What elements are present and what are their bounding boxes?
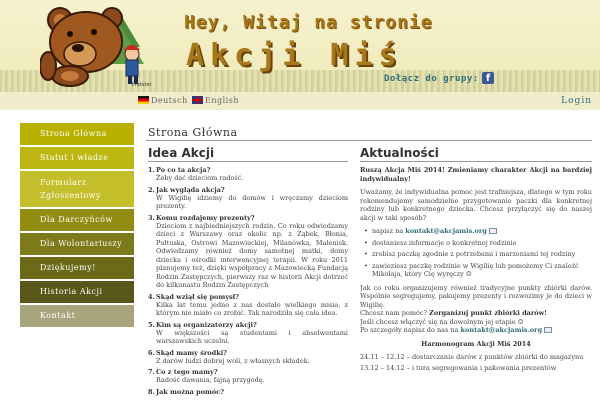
schedule-item: 24.11 – 12.12 – dostarczanie darów z punktów zbiórki do magazynu — [360, 353, 584, 361]
idea-heading: Idea Akcji — [148, 146, 215, 160]
sidebar-item-history[interactable]: Historia Akcji — [20, 281, 134, 303]
page-title: Strona Główna — [148, 126, 238, 139]
teddy-bear-logo[interactable] — [40, 2, 160, 88]
faq-answer: Kilka lat temu jedno z nas dostało wielkiego misia, z którym nie miało co zrobić. Tak narodziła się cała idea. — [156, 300, 348, 317]
uk-flag-icon — [192, 96, 203, 104]
sidebar-item-thanks[interactable]: Dziękujemy! — [20, 257, 134, 279]
language-english-label: English — [205, 96, 239, 105]
sidebar-item-contact[interactable]: Kontakt — [20, 305, 134, 327]
faq-item — [148, 388, 348, 396]
faq-item — [148, 186, 348, 211]
language-german-link[interactable] — [138, 96, 188, 105]
facebook-icon[interactable]: f — [482, 72, 494, 84]
site-header — [0, 0, 600, 92]
faq-answer: Dzieciom z najbiedniejszych rodzin. Co roku odwiedzamy dzieci z Warszawy oraz okolic np. z Ząbek, Błonia, Pułtuska, Ostrowi Mazowieckiej, Milanówka, Malenisk. Odwiedzamy również domy samotnej matki, domy dziecka i ośrodki interwencyjnej terapii. W roku 2011 planujemy też, dzięki współpracy z Mazowiecką Fundacją Rodzin Zastępczych, pierwszy raz w historii Akcji dotrzeć do kilkunastu Rodzin Zastępczych — [156, 221, 348, 289]
faq-number: 5. — [148, 320, 155, 329]
news-highlight: Zorganizuj punkt zbiórki darów! — [429, 309, 548, 317]
headline-greeting: Hey, Witaj na stronie — [184, 12, 433, 33]
faq-number: 7. — [148, 368, 155, 376]
faq-question: Po co ta akcja? — [156, 166, 211, 174]
faq-answer: Z darów ludzi dobrej woli, z własnych składek. — [156, 356, 310, 365]
faq-answer: Radość dawania, fajną przygodę. — [156, 376, 265, 384]
faq-answer: W większości są studentami i absolwentami warszawskich uczelni. — [156, 328, 348, 345]
faq-question: Co z tego mamy? — [156, 368, 218, 376]
faq-item — [148, 293, 348, 318]
mail-icon — [544, 327, 552, 333]
faq-question: Jak można pomóc? — [156, 387, 225, 396]
list-item-text: napisz na — [372, 227, 406, 235]
sidebar-item-volunteers[interactable]: Dla Wolontariuszy — [20, 233, 134, 255]
mail-icon — [489, 228, 497, 234]
faq-number: 1. — [148, 166, 155, 174]
logo-signature: Pretstel — [132, 82, 151, 88]
sidebar-item-form-line2: Zgłoszeniowy — [40, 191, 102, 200]
list-item-text: dostaniesz informacje o konkretnej rodzinie — [372, 238, 517, 247]
faq-question: Jak wygląda akcja? — [156, 185, 225, 194]
faq-question: Komu rozdajemy prezenty? — [156, 213, 255, 222]
schedule-item: 13.12 – 14.12 – i tura segregowania i pakowania prezentów — [360, 363, 557, 372]
news-lead: Ruszą Akcja Miś 2014! Zmieniamy charakter Akcji na bardziej indywidualny! — [360, 166, 592, 183]
faq-number: 6. — [148, 348, 155, 357]
sidebar-item-home[interactable]: Strona Główna — [20, 123, 134, 145]
login-link[interactable]: Login — [561, 96, 592, 106]
news-paragraph: Uważamy, że indywidualna pomoc jest trafniejsza, dlatego w tym roku rekomendujemy samodzielne przygotowanie paczki dla konkretnej rodziny lub konkretnego dziecka. Chcesz przyłączyć się do naszej akcji w taki sposób? — [360, 188, 592, 222]
list-item-text: zrobisz paczkę zgodnie z potrzebami i marzeniami tej rodziny — [372, 250, 576, 258]
language-english-link[interactable] — [192, 96, 239, 105]
faq-answer: Żeby dać dzieciom radość. — [156, 174, 244, 182]
email-link[interactable]: kontakt@akcjamis.org — [460, 326, 543, 334]
sidebar-nav — [20, 123, 134, 329]
list-item — [364, 250, 592, 259]
faq-item — [148, 166, 348, 183]
join-group-text: Dołącz do grupy: — [384, 74, 479, 84]
news-text: Jeśli chcesz włączyć się na dowolnym jej etapie ☺ — [360, 317, 524, 326]
news-paragraph — [360, 284, 592, 335]
faq-item — [148, 349, 348, 366]
email-link[interactable]: kontakt@akcjamis.org — [405, 227, 487, 235]
faq-number: 3. — [148, 213, 155, 222]
faq-number: 4. — [148, 292, 155, 301]
language-german-label: Deutsch — [151, 96, 188, 105]
list-item — [364, 262, 592, 279]
list-item — [364, 227, 592, 236]
smiley-icon: ☺ — [465, 270, 472, 278]
sidebar-item-donors[interactable]: Dla Darczyńców — [20, 209, 134, 231]
faq-number: 2. — [148, 185, 155, 194]
news-text: Jak co roku organizujemy również tradycyjne punkty zbiórki darów. Wspólnie segregujemy, pakujemy prezenty i rozwozimy je do dzieci w Wigilię. — [360, 283, 592, 309]
list-item-text: zawieziesz paczkę rodzinie w Wigilię lub pomożemy Ci znaleźć Mikołaja, który Cię wyręczy — [372, 261, 579, 278]
news-text: Chcesz nam pomóc? — [360, 309, 430, 317]
faq-question: Skąd wziął się pomysł? — [156, 292, 239, 301]
page-title-divider — [146, 140, 592, 141]
sidebar-item-form[interactable] — [20, 171, 134, 207]
sidebar-item-form-line1: Formularz — [40, 178, 87, 187]
list-item — [364, 239, 592, 248]
news-steps-list — [364, 227, 592, 279]
news-section — [360, 160, 592, 400]
headline-title: Akcji Miś — [186, 38, 403, 73]
faq-list — [148, 160, 348, 400]
schedule-title: Harmonogram Akcji Miś 2014 — [421, 339, 531, 348]
faq-answer: W Wigilię idziemy do domów i wręczamy dzieciom prezenty. — [156, 193, 348, 210]
faq-item — [148, 368, 348, 385]
faq-item — [148, 214, 348, 290]
language-bar — [0, 92, 600, 110]
faq-number: 8. — [148, 387, 155, 396]
faq-question: Kim są organizatorzy akcji? — [156, 320, 257, 329]
sidebar-item-statute[interactable]: Statut i władze — [20, 147, 134, 169]
german-flag-icon — [138, 96, 149, 104]
news-heading: Aktualności — [360, 146, 439, 160]
faq-item — [148, 321, 348, 346]
faq-question: Skąd mamy środki? — [156, 348, 227, 357]
news-text: Po szczegóły napisz do nas na — [360, 326, 461, 334]
